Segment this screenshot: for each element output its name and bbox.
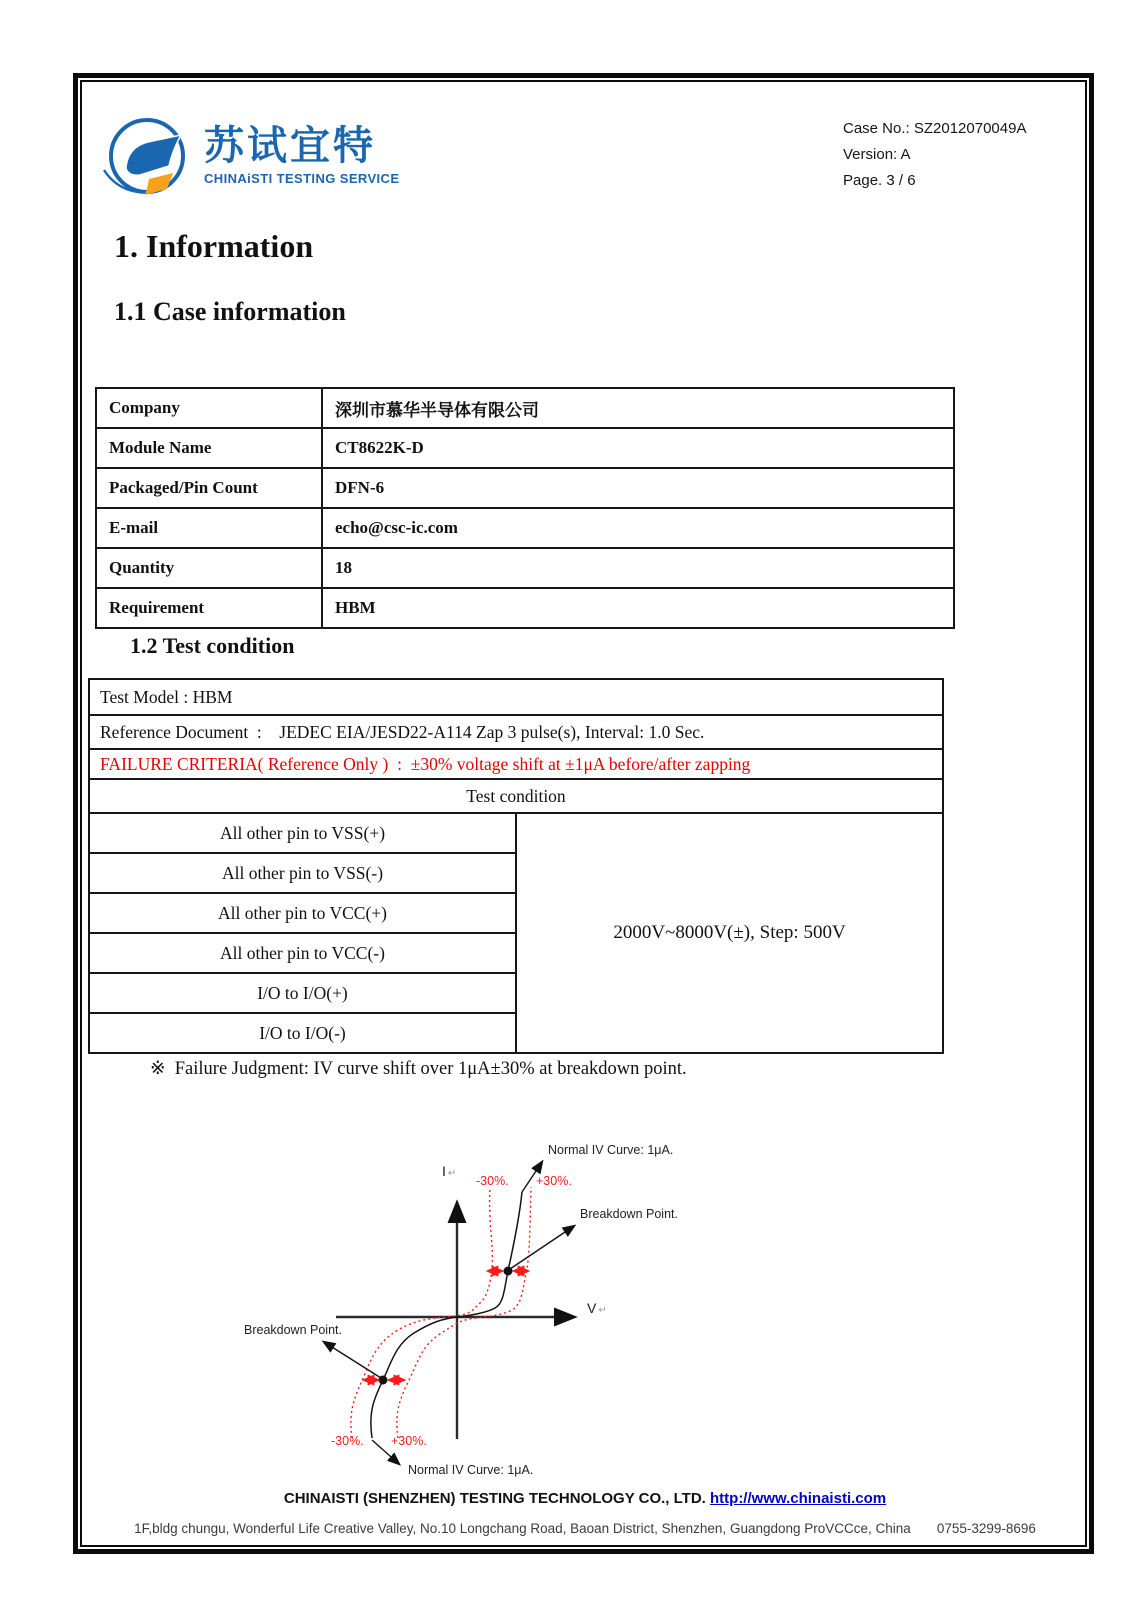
case-table-row: [96, 388, 954, 428]
reference-document-cell: Reference Document : JEDEC EIA/JESD22-A114 Zap 3 pulse(s), Interval: 1.0 Sec.: [89, 715, 943, 749]
page-number: Page. 3 / 6: [843, 172, 916, 189]
logo-english-name: CHINAiSTI TESTING SERVICE: [204, 171, 400, 186]
footer-phone: 0755-3299-8696: [936, 1521, 1036, 1536]
section-title-information: 1. Information: [114, 228, 314, 264]
case-table-value: CT8622K-D: [322, 428, 954, 468]
voltage-range-cell: 2000V~8000V(±), Step: 500V: [516, 813, 943, 1053]
plus30-label-lower: +30%.: [391, 1434, 427, 1448]
plus30-label-upper: +30%.: [536, 1174, 572, 1188]
test-model-cell: Test Model : HBM: [89, 679, 943, 715]
section-title-case-information: 1.1 Case information: [114, 297, 346, 326]
case-table-row: [96, 468, 954, 508]
case-table-row: [96, 428, 954, 468]
case-information-table: [95, 387, 955, 629]
version: Version: A: [843, 146, 911, 163]
footer-company-line: [75, 1490, 1095, 1507]
minus30-label-upper: -30%.: [476, 1174, 509, 1188]
failure-criteria-cell: FAILURE CRITERIA( Reference Only ) : ±30% voltage shift at ±1μA before/after zapping: [89, 749, 943, 779]
normal-iv-curve: [371, 1192, 522, 1438]
plus30-shift-curve: [397, 1187, 531, 1438]
pin-condition-body: [89, 813, 943, 1053]
breakdown-arrow-upper: [510, 1226, 574, 1269]
case-table-value: 18: [322, 548, 954, 588]
test-condition-header-cell: Test condition: [89, 779, 943, 813]
pin-condition-cell: All other pin to VCC(-): [89, 933, 516, 973]
case-table-label: Company: [96, 388, 322, 428]
footer-website-link[interactable]: http://www.chinaisti.com: [710, 1490, 887, 1507]
header-case-meta: [843, 116, 1026, 194]
case-table-label: Module Name: [96, 428, 322, 468]
logo-icon: [102, 112, 194, 198]
pin-condition-cell: All other pin to VSS(+): [89, 813, 516, 853]
case-table-value: 深圳市慕华半导体有限公司: [322, 388, 954, 428]
normal-curve-label-upper: Normal IV Curve: 1μA.: [548, 1143, 674, 1157]
iv-curve-diagram: [218, 1112, 680, 1500]
case-table-row: [96, 508, 954, 548]
case-table-row: [96, 548, 954, 588]
company-logo: [102, 112, 399, 198]
case-table-label: Requirement: [96, 588, 322, 628]
case-table-row: [96, 588, 954, 628]
pin-condition-row: [89, 813, 943, 853]
case-table-label: Quantity: [96, 548, 322, 588]
footer-company-name: CHINAISTI (SHENZHEN) TESTING TECHNOLOGY CO., LTD.: [283, 1490, 706, 1507]
footer-address: 1F,bldg chungu, Wonderful Life Creative Valley, No.10 Longchang Road, Baoan District, Shenzhen, Guangdong ProVCCce, China: [134, 1521, 911, 1536]
logo-chinese-name: 苏试宜特: [204, 123, 376, 169]
case-table-value: HBM: [322, 588, 954, 628]
minus30-shift-curve: [351, 1187, 493, 1438]
breakdown-label-lower: Breakdown Point.: [244, 1323, 342, 1337]
case-table-value: echo@csc-ic.com: [322, 508, 954, 548]
case-table-label: Packaged/Pin Count: [96, 468, 322, 508]
breakdown-label-upper: Breakdown Point.: [580, 1207, 678, 1221]
logo-blue-flag: [126, 135, 181, 175]
minus30-label-lower: -30%.: [331, 1434, 364, 1448]
pin-condition-cell: I/O to I/O(-): [89, 1013, 516, 1053]
logo-text: [204, 124, 399, 186]
breakdown-arrow-lower: [324, 1342, 381, 1378]
case-number: Case No.: SZ2012070049A: [843, 120, 1027, 137]
case-table-label: E-mail: [96, 508, 322, 548]
failure-judgment-note: ※ Failure Judgment: IV curve shift over 1μA±30% at breakdown point.: [150, 1059, 687, 1079]
case-table-value: DFN-6: [322, 468, 954, 508]
case-table-body: [96, 388, 954, 628]
section-title-test-condition: 1.2 Test condition: [130, 633, 295, 658]
normal-curve-label-lower: Normal IV Curve: 1μA.: [408, 1463, 534, 1477]
pin-condition-cell: I/O to I/O(+): [89, 973, 516, 1013]
footer-address-line: [75, 1521, 1095, 1536]
pin-condition-cell: All other pin to VCC(+): [89, 893, 516, 933]
pin-condition-cell: All other pin to VSS(-): [89, 853, 516, 893]
voltage-axis-label: V ↵: [587, 1300, 607, 1316]
current-axis-label: I ↵: [442, 1163, 457, 1179]
test-condition-table: [88, 678, 944, 1054]
